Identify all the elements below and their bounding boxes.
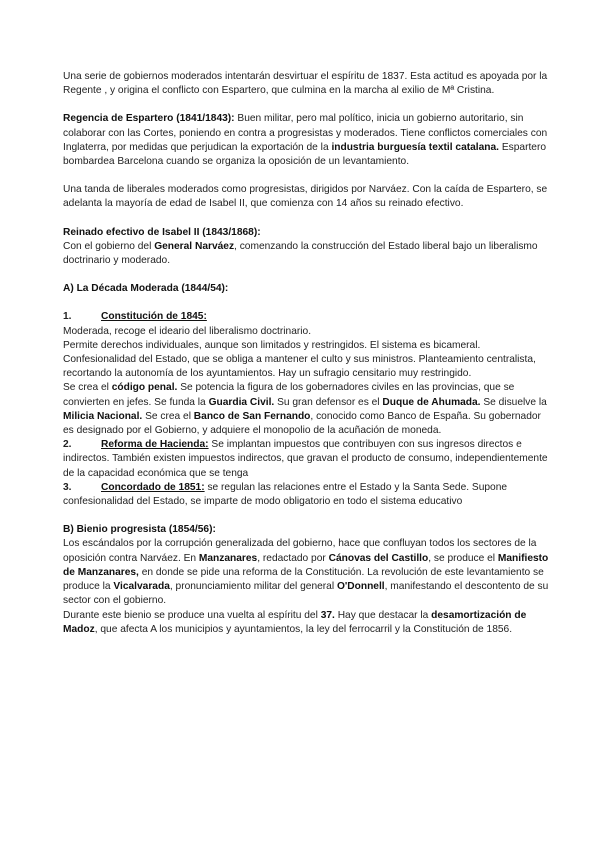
bienio-p1-text-2: , redactado por	[257, 552, 329, 564]
bienio-p1-text-6: , manifestando el descontento de su sector con el gobierno.	[63, 581, 549, 607]
decada-item-2-heading: Reforma de Hacienda:	[101, 439, 209, 451]
bienio-p2-text-2: Hay que destacar la	[334, 609, 432, 621]
bienio-p1-bold-4: Vicalvarada	[113, 581, 170, 593]
decada-item-1-extra	[63, 381, 553, 438]
decada-item-1-number: 1.	[63, 311, 72, 323]
decada-item-1-title	[63, 310, 553, 324]
extra-text-6: , conocido como Banco de España. Su gobernador es designado por el Gobierno, y adquiere el monopolio de la acuñación de moneda.	[63, 410, 541, 437]
extra-bold-1: código penal.	[111, 382, 178, 394]
extra-bold-2: Guardia Civil.	[208, 396, 275, 408]
reinado-text-2: , comenzando la construcción del Estado liberal bajo un liberalismo doctrinario y moderado.	[63, 240, 538, 267]
decada-item-1-heading: Constitución de 1845:	[101, 311, 207, 323]
bienio-p1-bold-5: O'Donnell	[336, 581, 385, 593]
decada-item-3-heading: Concordado de 1851:	[101, 481, 205, 493]
decada-heading	[63, 282, 553, 296]
regencia-text-2: Espartero bombardea Barcelona cuando se organiza la oposición de un levantamiento.	[63, 141, 547, 168]
bienio-p1-bold-3: Manifiesto de Manzanares,	[63, 552, 549, 578]
bienio-paragraph-2	[63, 609, 553, 637]
extra-bold-4: Milicia Nacional.	[63, 410, 143, 422]
bienio-p1-text-5: , pronunciamiento militar del general	[169, 581, 337, 593]
regencia-heading: Regencia de Espartero (1841/1843):	[63, 113, 235, 125]
bienio-heading-text: B) Bienio progresista (1854/56):	[63, 524, 216, 536]
bienio-p2-bold-2: desamortización de Madoz	[63, 609, 527, 635]
bienio-p2-text-3: , que afecta A los municipios y ayuntamientos, la ley del ferrocarril y la Constitución de 1856.	[94, 623, 513, 635]
extra-text-4: Se disuelve la	[480, 396, 547, 408]
reinado-text-1: Con el gobierno del	[63, 240, 155, 252]
extra-text-5: Se crea el	[142, 410, 194, 422]
bienio-p2-text-1: Durante este bienio se produce una vuelta al espíritu del	[63, 609, 321, 621]
extra-text-3: Su gran defensor es el	[274, 396, 383, 408]
bienio-p1-bold-1: Manzanares	[198, 552, 258, 564]
bienio-paragraph-1	[63, 537, 553, 608]
decada-heading-text: A) La Década Moderada (1844/54):	[63, 283, 229, 295]
bienio-p1-text-1: Los escándalos por la corrupción generalizada del gobierno, hace que confluyan todos los sectores de la oposición contra Narváez. En	[63, 538, 537, 564]
decada-item-1-line-2: Permite derechos individuales, aunque son limitados y restringidos. El sistema es bicameral. Confesionalidad del Estado, que se obliga a mantener el culto y sus ministros. Planteamiento centralista, recortando la autonomía de los ayuntamientos. Hay un sufragio censitario muy restringido.	[63, 339, 536, 380]
bienio-heading	[63, 523, 553, 537]
reinado-heading	[63, 226, 553, 240]
reinado-bold-1: General Narváez	[154, 240, 235, 252]
bienio-p2-bold-1: 37.	[320, 609, 335, 621]
decada-item-3-text: se regulan las relaciones entre el Estado y la Santa Sede. Supone confesionalidad del Estado, se imparte de modo obligatorio en todo el sistema educativo	[63, 481, 508, 508]
regencia-paragraph	[63, 112, 553, 169]
regencia-bold-1: industria burguesía textil catalana.	[331, 141, 500, 153]
bienio-p1-bold-2: Cánovas del Castillo	[328, 552, 429, 564]
reinado-paragraph	[63, 240, 553, 268]
decada-item-2-number: 2.	[63, 439, 72, 451]
decada-item-3-number: 3.	[63, 481, 72, 493]
decada-item-2-text: Se implantan impuestos que contribuyen con sus ingresos directos e indirectos. También existen impuestos indirectos, que gravan el producto de consumo, independientemente de la capacidad económica que se tenga	[63, 439, 548, 479]
reinado-heading-text: Reinado efectivo de Isabel II (1843/1868):	[63, 226, 261, 238]
document-body	[63, 70, 553, 637]
extra-bold-3: Duque de Ahumada.	[382, 396, 481, 408]
decada-item-2	[63, 438, 553, 481]
bienio-p1-text-3: , se produce el	[428, 552, 498, 564]
tanda-paragraph: Una tanda de liberales moderados como progresistas, dirigidos por Narváez. Con la caída de Espartero, se adelanta la mayoría de edad de Isabel II, que comienza con 14 años su reinado efectivo.	[63, 184, 548, 210]
regencia-text-1: Buen militar, pero mal político, inicia un gobierno autoritario, sin colaborar con las Cortes, poniendo en contra a progresistas y moderados. Tiene conflictos comerciales con Inglaterra, por medidas que perjudican la exportación de la	[63, 113, 548, 153]
intro-paragraph: Una serie de gobiernos moderados intentarán desvirtuar el espíritu de 1837. Esta actitud es apoyada por la Regente , y origina el conflicto con Espartero, que culmina en la marcha al exilio de Mª Cristina.	[63, 71, 548, 97]
decada-item-3	[63, 481, 553, 509]
extra-text-1: Se crea el	[63, 382, 112, 394]
decada-item-1-line-1: Moderada, recoge el ideario del liberalismo doctrinario.	[63, 325, 312, 337]
bienio-p1-text-4: en donde se pide una reforma de la Constitución. La revolución de este levantamiento se produce la	[63, 566, 544, 593]
extra-text-2: Se potencia la figura de los gobernadores civiles en las provincias, que se convierten en jefes. Se funda la	[63, 382, 515, 408]
extra-bold-5: Banco de San Fernando	[193, 410, 311, 422]
